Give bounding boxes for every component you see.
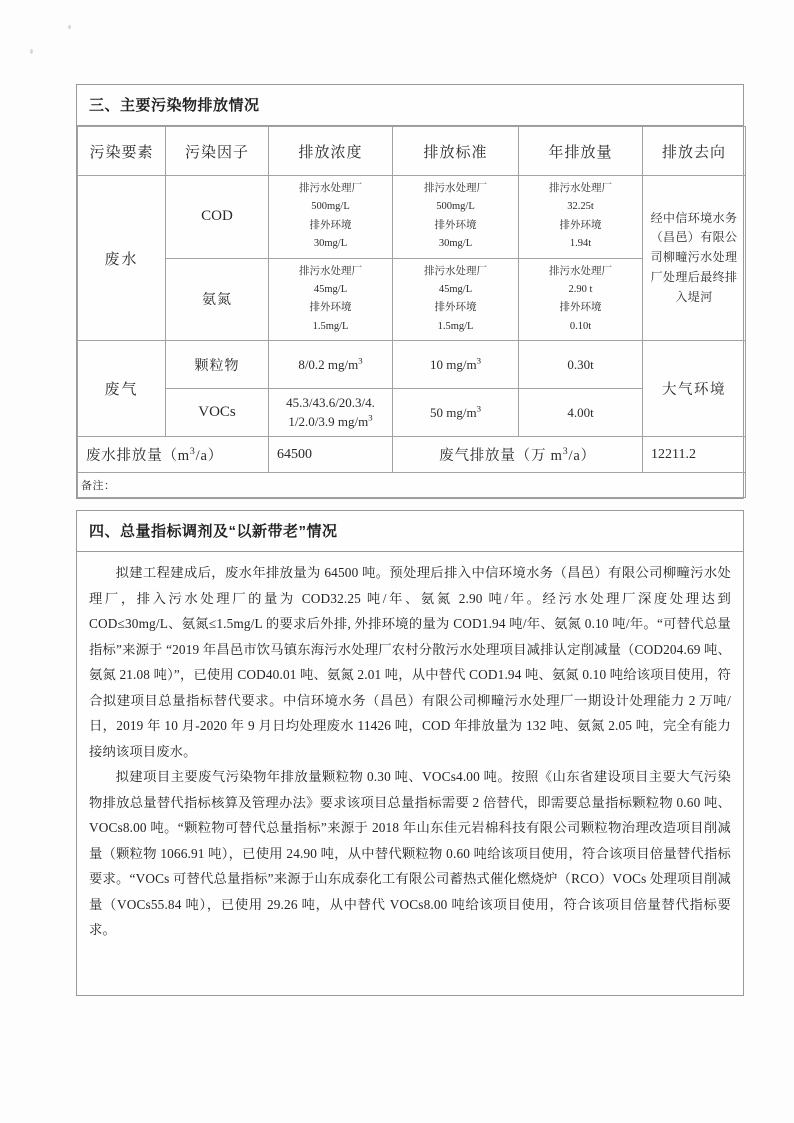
label-text: 废水排放量（m (86, 448, 190, 464)
unit-superscript: 3 (189, 446, 196, 458)
cell-standard-particulate (393, 341, 519, 389)
cell-concentration-cod (269, 176, 393, 259)
table-row (78, 341, 746, 389)
cell-factor-ammonia: 氨氮 (166, 258, 269, 341)
cell-standard-vocs (393, 389, 519, 437)
value-line: 2.90 t (568, 283, 593, 295)
cell-annual-particulate: 0.30t (519, 341, 643, 389)
section-4-body (77, 552, 743, 955)
col-header-destination: 排放去向 (643, 127, 746, 176)
label-text-post: /a） (195, 448, 223, 464)
cell-element-wastewater: 废水 (78, 176, 166, 341)
col-header-element: 污染要素 (78, 127, 166, 176)
value-line: 45mg/L (438, 283, 473, 295)
value-line: 500mg/L (436, 201, 475, 213)
value-line: 1.94t (569, 238, 592, 250)
value-line-2 (272, 413, 389, 432)
col-header-concentration: 排放浓度 (269, 127, 393, 176)
unit-superscript: 3 (562, 446, 569, 458)
unit-superscript: 3 (476, 355, 481, 366)
paragraph-wastewater-quota: 拟建工程建成后，废水年排放量为 64500 吨。预处理后排入中信环境水务（昌邑）有限公司柳疃污水处理厂，排入污水处理厂的量为 COD32.25 吨/年、氨氮 2.90 吨/年。经污水处理厂深度处理达到 COD≤30mg/L、氨氮≤1.5mg/L 的要求后外排, 外排环境的量为 COD1.94 吨/年、氨氮 0.10 吨/年。“可替代总量指标”来源于 “2019 年昌邑市饮马镇东海污水处理厂农村分散污水处理项目减排认定削减量（COD204.69 吨、氨氮 21.08 吨）”，已使用 COD40.01 吨、氨氮 2.01 吨，从中替代 COD1.94 吨、氨氮 0.10 吨给该项目使用，符合拟建项目总量指标替代要求。中信环境水务（昌邑）有限公司柳疃污水处理厂一期设计处理能力 2 万吨/日，2019 年 10 月-2020 年 9 月日均处理废水 11426 吨，COD 年排放量为 132 吨、氨氮 2.05 吨，完全有能力接纳该项目废水。 (89, 565, 731, 759)
summary-wastegas-value: 12211.2 (643, 437, 746, 473)
scan-speck (68, 25, 71, 29)
value-text: 1/2.0/3.9 mg/m (288, 413, 369, 429)
cell-annual-ammonia (519, 258, 643, 341)
value-line: 排外环境 (309, 219, 352, 231)
paragraph-wastegas-quota: 拟建项目主要废气污染物年排放量颗粒物 0.30 吨、VOCs4.00 吨。按照《山东省建设项目主要大气污染物排放总量替代指标核算及管理办法》要求该项目总量指标需要 2 倍替代，即需要总量指标颗粒物 0.60 吨、VOCs8.00 吨。“颗粒物可替代总量指标”来源于 2018 年山东佳元岩棉科技有限公司颗粒物治理改造项目削减量（颗粒物 1066.91 吨），已使用 24.90 吨，从中替代颗粒物 0.60 吨给该项目使用，符合该项目倍量替代指标要求。“VOCs 可替代总量指标”来源于山东成泰化工有限公司蓄热式催化燃烧炉（RCO）VOCs 处理项目削减量（VOCs55.84 吨），已使用 29.26 吨，从中替代 VOCs8.00 吨给该项目使用，符合该项目倍量替代指标要求。 (89, 769, 731, 938)
section-4-heading: 四、总量指标调剂及“以新带老”情况 (77, 511, 743, 552)
cell-factor-vocs: VOCs (166, 389, 269, 437)
value-text: 8/0.2 mg/m (298, 356, 359, 372)
label-text-post: /a） (568, 448, 596, 464)
value-line: 45.3/43.6/20.3/4. (286, 394, 375, 410)
cell-concentration-vocs (269, 389, 393, 437)
unit-superscript: 3 (368, 412, 373, 423)
value-line: 1.5mg/L (437, 320, 474, 332)
value-line: 1.5mg/L (312, 320, 349, 332)
table-remark-row (78, 473, 746, 498)
summary-wastewater-value: 64500 (269, 437, 393, 473)
document-content (76, 84, 744, 996)
summary-wastegas-label (393, 437, 643, 473)
unit-superscript: 3 (358, 355, 363, 366)
table-header-row (78, 127, 746, 176)
section-3-heading: 三、主要污染物排放情况 (77, 85, 743, 126)
value-line: 30mg/L (313, 238, 348, 250)
value-line: 32.25t (567, 201, 594, 213)
cell-factor-particulate: 颗粒物 (166, 341, 269, 389)
value-line: 排外环境 (559, 302, 602, 314)
value-text: 50 mg/m (429, 404, 477, 420)
unit-superscript: 3 (476, 403, 481, 414)
col-header-annual: 年排放量 (519, 127, 643, 176)
value-line: 排污水处理厂 (299, 265, 362, 277)
cell-concentration-particulate (269, 341, 393, 389)
section-3-box (76, 84, 744, 499)
summary-wastewater-label (78, 437, 269, 473)
cell-factor-cod: COD (166, 176, 269, 259)
label-text: 废气排放量（万 m (439, 448, 563, 464)
value-line: 排污水处理厂 (549, 183, 612, 194)
cell-standard-ammonia (393, 258, 519, 341)
value-line: 排污水处理厂 (424, 265, 487, 277)
value-line: 排污水处理厂 (424, 183, 487, 194)
table-row (78, 176, 746, 259)
value-text: 10 mg/m (429, 356, 477, 372)
col-header-standard: 排放标准 (393, 127, 519, 176)
section-4-box (76, 510, 744, 996)
value-line: 排污水处理厂 (299, 183, 362, 194)
cell-concentration-ammonia (269, 258, 393, 341)
cell-annual-cod (519, 176, 643, 259)
cell-annual-vocs: 4.00t (519, 389, 643, 437)
value-line: 排外环境 (309, 302, 352, 314)
cell-standard-cod (393, 176, 519, 259)
table-summary-row (78, 437, 746, 473)
value-line: 0.10t (569, 320, 592, 332)
cell-element-wastegas: 废气 (78, 341, 166, 437)
remark-label: 备注： (78, 473, 746, 498)
pollutant-emission-table (77, 126, 746, 498)
value-line: 30mg/L (438, 238, 473, 250)
value-line: 排污水处理厂 (549, 265, 612, 277)
value-line: 500mg/L (311, 201, 350, 213)
col-header-factor: 污染因子 (166, 127, 269, 176)
scan-speck (30, 49, 33, 54)
value-line: 45mg/L (313, 283, 348, 295)
cell-destination-wastewater: 经中信环境水务（昌邑）有限公司柳疃污水处理厂处理后最终排入堤河 (643, 176, 746, 341)
value-line: 排外环境 (434, 302, 477, 314)
value-line: 排外环境 (559, 219, 602, 231)
value-line: 排外环境 (434, 219, 477, 231)
cell-destination-wastegas: 大气环境 (643, 341, 746, 437)
